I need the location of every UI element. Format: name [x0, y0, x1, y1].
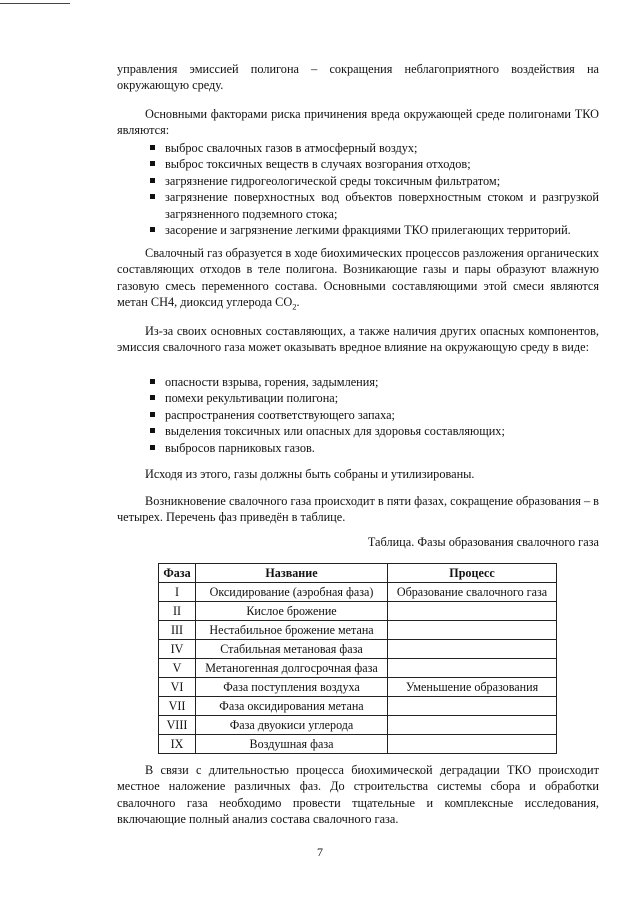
header-process: Процесс [388, 564, 557, 583]
list-item: выброс токсичных веществ в случаях возгорания отходов; [147, 156, 599, 172]
table-row [159, 640, 557, 659]
cell-phase: VIII [159, 716, 196, 735]
cell-name: Оксидирование (аэробная фаза) [196, 583, 388, 602]
cell-phase: V [159, 659, 196, 678]
table-row [159, 583, 557, 602]
cell-process [388, 640, 557, 659]
cell-name: Фаза двуокиси углерода [196, 716, 388, 735]
table-header-row [159, 564, 557, 583]
harm-list [147, 374, 599, 456]
phases-intro-paragraph: Возникновение свалочного газа происходит в пяти фазах, сокращение образования – в четырех. Перечень фаз приведён в таблице. [117, 494, 599, 525]
cell-name: Метаногенная долгосрочная фаза [196, 659, 388, 678]
risk-heading: Основными факторами риска причинения вреда окружающей среде полигонами ТКО являются: [117, 107, 599, 138]
cell-phase: I [159, 583, 196, 602]
list-item: загрязнение гидрогеологической среды токсичным фильтратом; [147, 173, 599, 189]
table-row [159, 735, 557, 754]
cell-phase: IX [159, 735, 196, 754]
cell-name: Кислое брожение [196, 602, 388, 621]
cell-phase: VII [159, 697, 196, 716]
cell-process [388, 602, 557, 621]
list-item: засорение и загрязнение легкими фракциями ТКО прилегающих территорий. [147, 222, 599, 238]
cell-process [388, 735, 557, 754]
list-item: распространения соответствующего запаха; [147, 407, 599, 423]
table-row [159, 678, 557, 697]
table-row [159, 621, 557, 640]
risk-list [147, 140, 599, 238]
list-item: помехи рекультивации полигона; [147, 390, 599, 406]
cell-phase: IV [159, 640, 196, 659]
cell-phase: II [159, 602, 196, 621]
gas-text: Свалочный газ образуется в ходе биохимических процессов разложения органических составляющих отходов в теле полигона. Возникающие газы и пары образуют влажную газовую смесь переменного состава. Основными составляющими этой смеси являются метан CH4, диоксид углерода CO [117, 246, 599, 310]
cell-process [388, 659, 557, 678]
header-name: Название [196, 564, 388, 583]
intro-continuation: управления эмиссией полигона – сокращения неблагоприятного воздействия на окружающую среду. [117, 62, 599, 93]
table-row [159, 697, 557, 716]
cell-name: Воздушная фаза [196, 735, 388, 754]
cell-name: Фаза оксидирования метана [196, 697, 388, 716]
list-item: выброс свалочных газов в атмосферный воздух; [147, 140, 599, 156]
header-rule [0, 3, 70, 4]
cell-process [388, 697, 557, 716]
cell-phase: III [159, 621, 196, 640]
gas-tail: . [296, 295, 300, 310]
list-item: выделения токсичных или опасных для здоровья составляющих; [147, 423, 599, 439]
table-caption: Таблица. Фазы образования свалочного газа [367, 535, 599, 549]
table-row [159, 716, 557, 735]
cell-phase: VI [159, 678, 196, 697]
cell-name: Нестабильное брожение метана [196, 621, 388, 640]
header-phase: Фаза [159, 564, 196, 583]
list-item: выбросов парниковых газов. [147, 440, 599, 456]
phases-table [158, 563, 557, 754]
cell-name: Стабильная метановая фаза [196, 640, 388, 659]
table-row [159, 659, 557, 678]
cell-process [388, 716, 557, 735]
closing-paragraph: В связи с длительностью процесса биохимической деградации ТКО происходит местное наложение различных фаз. До строительства системы сбора и обработки свалочного газа необходимо провести тщательные и комплексные исследования, включающие полный анализ состава свалочного газа. [117, 763, 599, 827]
list-item: опасности взрыва, горения, задымления; [147, 374, 599, 390]
list-item: загрязнение поверхностных вод объектов поверхностным стоком и разгрузкой загрязненного подземного стока; [147, 189, 599, 222]
co2-subscript: 2 [292, 301, 297, 312]
cell-name: Фаза поступления воздуха [196, 678, 388, 697]
gas-paragraph [117, 245, 599, 311]
cell-process [388, 621, 557, 640]
table-row [159, 602, 557, 621]
cell-process: Образование свалочного газа [388, 583, 557, 602]
cell-process: Уменьшение образования [388, 678, 557, 697]
page-number: 7 [317, 845, 323, 859]
conclusion-paragraph: Исходя из этого, газы должны быть собраны и утилизированы. [145, 467, 475, 481]
harm-heading: Из-за своих основных составляющих, а также наличия других опасных компонентов, эмиссия свалочного газа может оказывать вредное влияние на окружающую среду в виде: [117, 324, 599, 355]
